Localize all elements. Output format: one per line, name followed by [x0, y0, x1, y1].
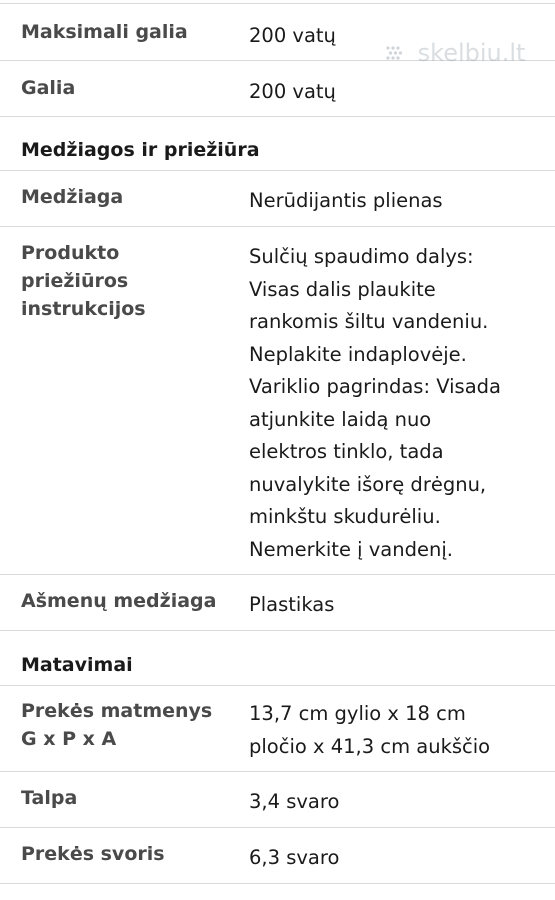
- spec-key-line: Produkto: [21, 242, 120, 264]
- spec-row-blade-material: [0, 574, 555, 631]
- spec-value-line: 13,7 cm gylio x 18 cm: [249, 702, 466, 725]
- spec-value: Plastikas: [249, 593, 335, 616]
- spec-value: 200 vatų: [249, 24, 336, 47]
- spec-key: Talpa: [21, 787, 78, 809]
- spec-key-line: instrukcijos: [21, 298, 146, 320]
- spec-value: 3,4 svaro: [249, 790, 340, 813]
- section-header-row: [0, 116, 555, 171]
- spec-row-dimensions: [0, 685, 555, 772]
- spec-row-material: [0, 170, 555, 227]
- spec-row-care-instructions: [0, 226, 555, 575]
- spec-row-weight: [0, 827, 555, 884]
- spec-value: [249, 698, 539, 763]
- spec-value-line: nuvalykite išorę drėgnu,: [249, 472, 487, 496]
- spec-row-capacity: [0, 771, 555, 828]
- watermark: [384, 38, 555, 78]
- spec-value-line: rankomis šiltu vandeniu.: [249, 310, 489, 333]
- spec-key: Ašmenų medžiaga: [21, 590, 217, 612]
- spec-key: Prekės svoris: [21, 843, 165, 865]
- spec-value-line: elektros tinklo, tada: [249, 440, 444, 463]
- spec-key: Maksimali galia: [21, 21, 188, 43]
- section-heading-dimensions: Matavimai: [21, 654, 133, 676]
- spec-value-line: pločio x 41,3 cm aukščio: [249, 734, 491, 758]
- watermark-text: skelbiu.lt: [417, 39, 526, 67]
- spec-value-line: Visas dalis plaukite: [249, 277, 436, 301]
- spec-key: Medžiaga: [21, 186, 124, 208]
- spec-key: [21, 697, 231, 753]
- spec-value: 6,3 svaro: [249, 846, 340, 869]
- spec-value-line: Neplakite indaplovėje.: [249, 342, 467, 366]
- spec-value-line: atjunkite laidą nuo: [249, 407, 432, 431]
- spec-value-line: minkštu skudurėliu.: [249, 505, 441, 528]
- spec-value: Nerūdijantis plienas: [249, 189, 443, 212]
- spec-key-line: G x P x A: [21, 728, 117, 750]
- spec-value: [249, 241, 539, 566]
- spec-value-line: Sulčių spaudimo dalys:: [249, 245, 474, 268]
- section-heading-materials: Medžiagos ir priežiūra: [21, 139, 260, 161]
- section-header-row: [0, 630, 555, 686]
- spec-key-line: priežiūros: [21, 270, 129, 292]
- spec-value: 200 vatų: [249, 80, 336, 103]
- spec-key: Galia: [21, 77, 76, 99]
- spec-key: [21, 239, 231, 323]
- skelbiu-logo-icon: [384, 42, 406, 64]
- spec-key-line: Prekės matmenys: [21, 700, 213, 722]
- spec-value-line: Nemerkite į vandenį.: [249, 537, 453, 561]
- spec-value-line: Variklio pagrindas: Visada: [249, 375, 501, 398]
